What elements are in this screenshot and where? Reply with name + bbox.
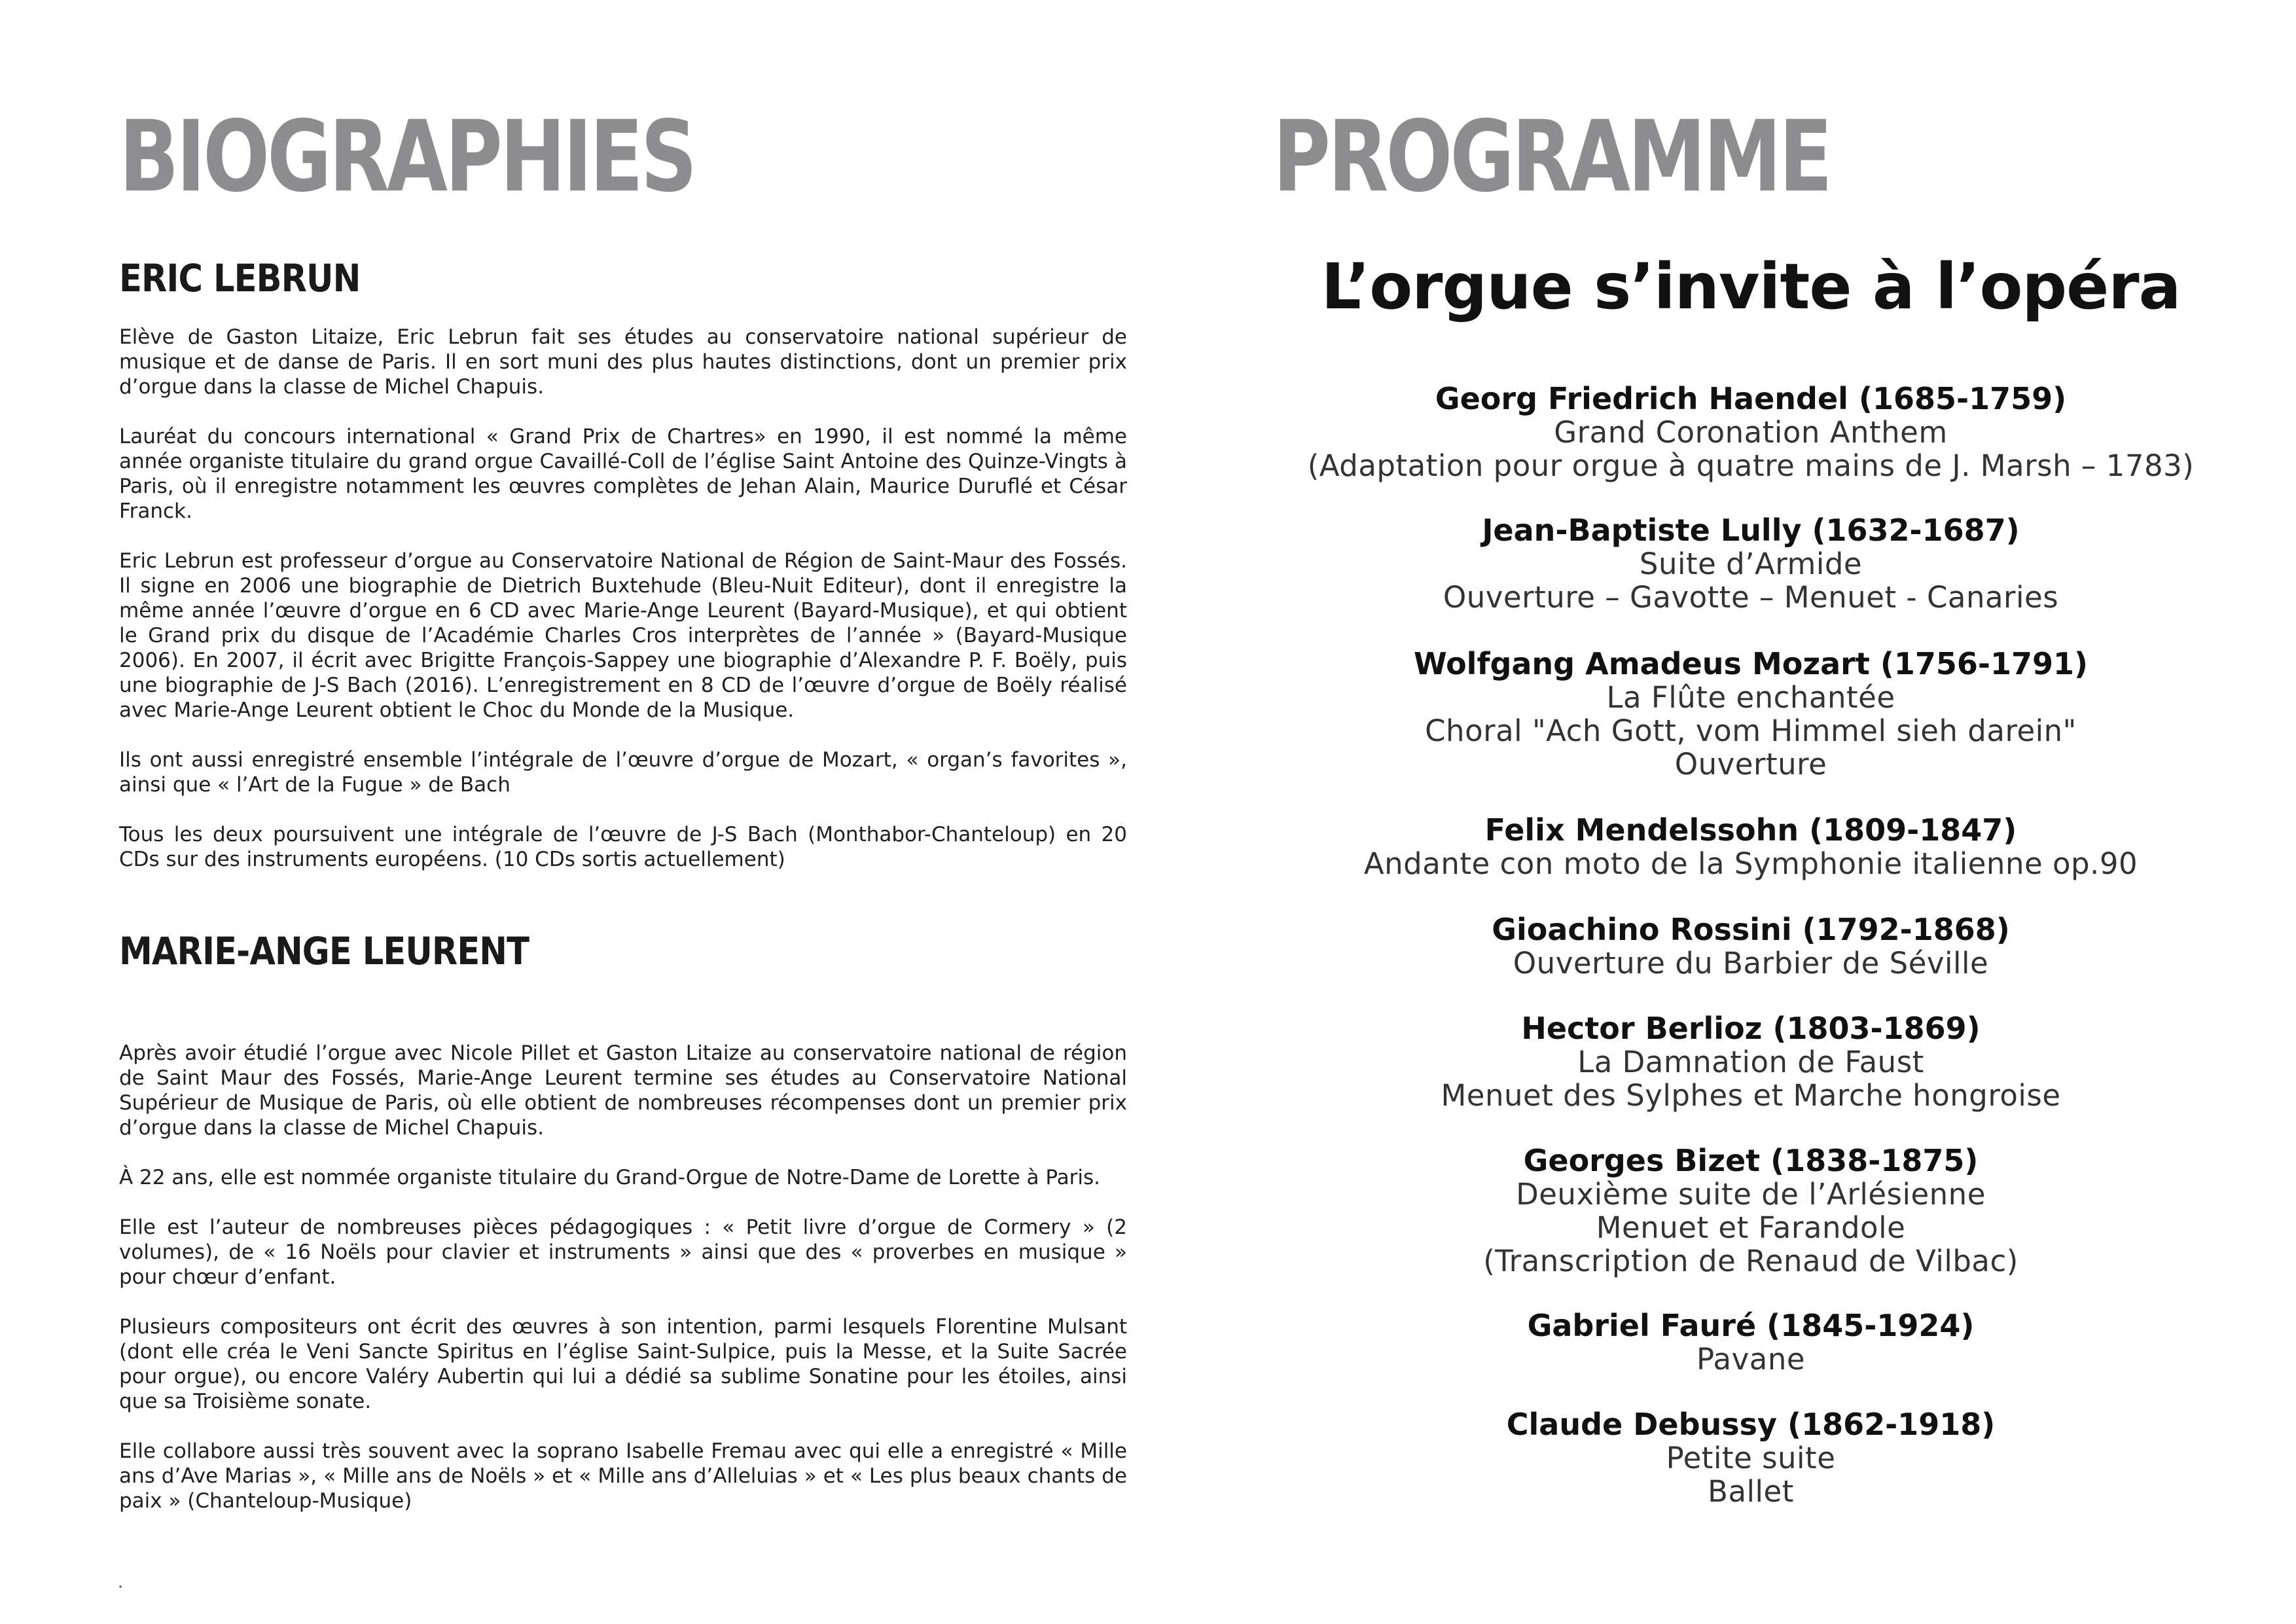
bio-marie-ange-leurent <box>119 929 1127 1538</box>
composer: Felix Mendelssohn (1809-1847) <box>1484 812 2017 848</box>
biographies-page <box>119 0 1127 1624</box>
composer: Wolfgang Amadeus Mozart (1756-1791) <box>1413 646 2089 681</box>
page-dot <box>119 1585 122 1588</box>
work-line: Ouverture – Gavotte – Menuet - Canaries <box>1443 580 2059 615</box>
bio-paragraph: Elève de Gaston Litaize, Eric Lebrun fait ses études au conservatoire national supérieur de musique et de danse de Paris. Il en sort muni des plus hautes distinctions, dont un premier prix d’orgue dans la classe de Michel Chapuis. <box>119 325 1127 399</box>
programme-title: L’orgue s’invite à l’opéra <box>1321 250 2181 323</box>
work-line: (Adaptation pour orgue à quatre mains de J. Marsh – 1783) <box>1307 448 2195 483</box>
work-line: Grand Coronation Anthem <box>1554 415 1948 450</box>
bio-paragraph: Eric Lebrun est professeur d’orgue au Conservatoire National de Région de Saint-Maur des Fossés. Il signe en 2006 une biographie de Dietrich Buxtehude (Bleu-Nuit Editeur), dont il enregistre la même année l’œuvre d’orgue en 6 CD avec Marie-Ange Leurent (Bayard-Musique), et qui obtient le Grand prix du disque de l’Académie Charles Cros interprètes de l’année » (Bayard-Musique 2006). En 2007, il écrit avec Brigitte François-Sappey une biographie d’Alexandre P. F. Boëly, puis une biographie de J-S Bach (2016). L’enregistrement en 8 CD de l’œuvre d’orgue de Boëly réalisé avec Marie-Ange Leurent obtient le Choc du Monde de la Musique. <box>119 549 1127 722</box>
programme-item <box>1273 913 2229 980</box>
work-line: Deuxième suite de l’Arlésienne <box>1516 1177 1986 1212</box>
work-line: Andante con moto de la Symphonie italienne op.90 <box>1363 846 2138 881</box>
bio-paragraph: À 22 ans, elle est nommée organiste titulaire du Grand-Orgue de Notre-Dame de Lorette à Paris. <box>119 1166 1101 1189</box>
programme-item <box>1273 1012 2229 1112</box>
bio-paragraph: Tous les deux poursuivent une intégrale de l’œuvre de J-S Bach (Monthabor-Chanteloup) en 20 CDs sur des instruments européens. (10 CDs sortis actuellement) <box>119 823 1127 871</box>
bio-name: MARIE-ANGE LEURENT <box>119 929 529 973</box>
work-line: Ballet <box>1708 1474 1794 1509</box>
work-line: Choral "Ach Gott, vom Himmel sieh darein" <box>1425 713 2077 748</box>
work-line: Ouverture <box>1674 747 1827 782</box>
composer: Gioachino Rossini (1792-1868) <box>1492 912 2010 947</box>
programme-heading: PROGRAMME <box>1273 100 1830 214</box>
programme-item <box>1273 1144 2229 1278</box>
programme-item <box>1273 514 2229 614</box>
bio-paragraph: Elle est l’auteur de nombreuses pièces pédagogiques : « Petit livre d’orgue de Cormery » (2 volumes), de « 16 Noëls pour clavier et instruments » ainsi que des « proverbes en musique » pour chœur d’enfant. <box>119 1216 1127 1289</box>
work-line: Menuet et Farandole <box>1596 1210 1906 1245</box>
work-line: (Transcription de Renaud de Vilbac) <box>1483 1244 2018 1278</box>
programme-page <box>1273 0 2229 1624</box>
bio-name: ERIC LEBRUN <box>119 256 361 300</box>
composer: Claude Debussy (1862-1918) <box>1506 1407 1996 1442</box>
composer: Hector Berlioz (1803-1869) <box>1521 1011 1981 1046</box>
bio-paragraph: Plusieurs compositeurs ont écrit des œuvres à son intention, parmi lesquels Florentine Mulsant (dont elle créa le Veni Sancte Spiritus en l’église Saint-Sulpice, puis la Messe, et la Suite Sacrée pour orgue), ou encore Valéry Aubertin qui lui a dédié sa sublime Sonatine pour les étoiles, ainsi que sa Troisième sonate. <box>119 1315 1127 1413</box>
work-line: Ouverture du Barbier de Séville <box>1513 946 1989 981</box>
work-line: Menuet des Sylphes et Marche hongroise <box>1441 1078 2061 1113</box>
programme-item <box>1273 1309 2229 1376</box>
composer: Gabriel Fauré (1845-1924) <box>1527 1308 1975 1343</box>
biographies-heading: BIOGRAPHIES <box>119 100 695 214</box>
bio-paragraph: Lauréat du concours international « Grand Prix de Chartres» en 1990, il est nommé la même année organiste titulaire du grand orgue Cavaillé-Coll de l’église Saint Antoine des Quinze-Vingts à Paris, où il enregistre notamment les œuvres complètes de Jehan Alain, Maurice Duruflé et César Franck. <box>119 425 1127 523</box>
bio-paragraph: Elle collabore aussi très souvent avec la soprano Isabelle Fremau avec qui elle a enregistré « Mille ans d’Ave Marias », « Mille ans de Noëls » et « Mille ans d’Alleluias » et « Les plus beaux chants de paix » (Chanteloup-Musique) <box>119 1439 1127 1513</box>
programme-item <box>1273 382 2229 482</box>
work-line: La Flûte enchantée <box>1606 680 1895 715</box>
work-line: Suite d’Armide <box>1639 547 1863 581</box>
bio-eric-lebrun <box>119 257 1127 897</box>
bio-paragraph: Après avoir étudié l’orgue avec Nicole Pillet et Gaston Litaize au conservatoire national de région de Saint Maur des Fossés, Marie-Ange Leurent termine ses études au Conservatoire National Supérieur de Musique de Paris, où elle obtient de nombreuses récompenses dont un premier prix d’orgue dans la classe de Michel Chapuis. <box>119 1041 1127 1140</box>
programme-item <box>1273 647 2229 781</box>
composer: Georges Bizet (1838-1875) <box>1523 1143 1979 1178</box>
programme-item <box>1273 814 2229 880</box>
work-line: La Damnation de Faust <box>1577 1045 1924 1079</box>
composer: Georg Friedrich Haendel (1685-1759) <box>1435 381 2067 416</box>
bio-paragraph: Ils ont aussi enregistré ensemble l’intégrale de l’œuvre d’orgue de Mozart, « organ’s favorites », ainsi que « l’Art de la Fugue » de Bach <box>119 748 1127 797</box>
work-line: Pavane <box>1696 1342 1806 1377</box>
programme-item <box>1273 1408 2229 1508</box>
composer: Jean-Baptiste Lully (1632-1687) <box>1482 513 2020 548</box>
work-line: Petite suite <box>1666 1441 1836 1475</box>
